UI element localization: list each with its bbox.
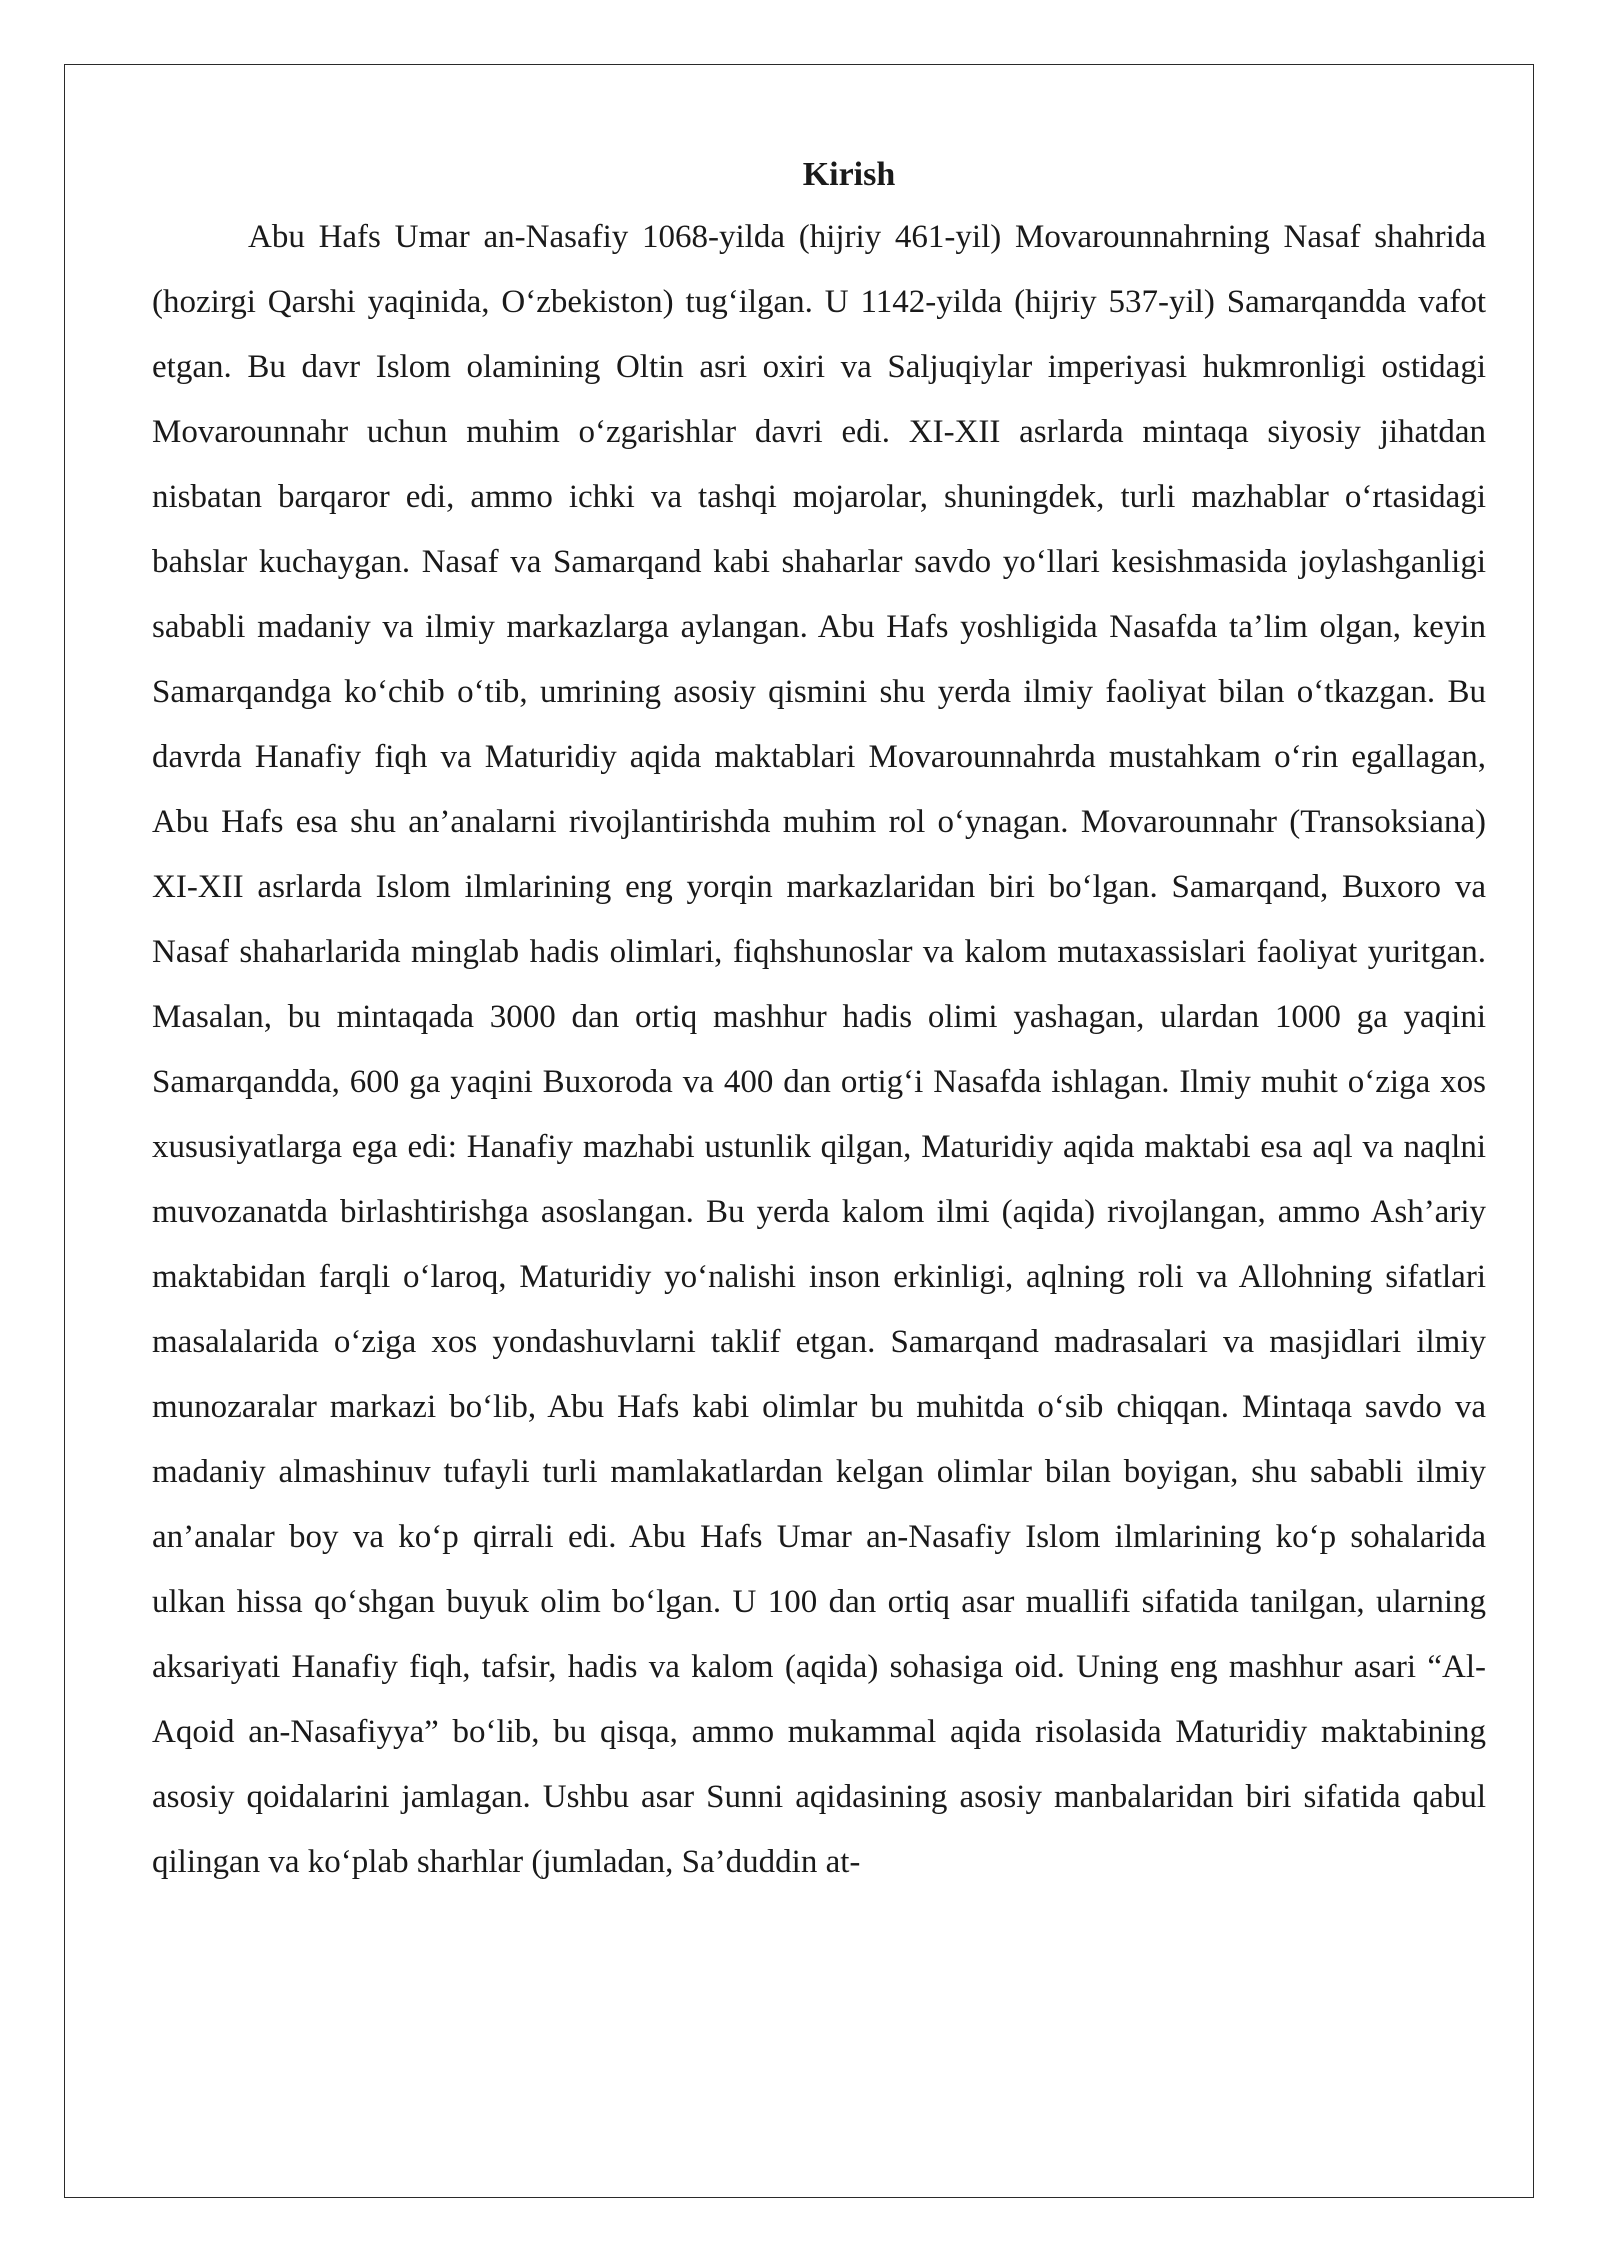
- document-heading: Kirish: [802, 156, 896, 193]
- document-body: [152, 145, 1486, 1895]
- document-paragraph: Abu Hafs Umar an-Nasafiy 1068-yilda (hijriy 461-yil) Movarounnahrning Nasaf shahrida (hozirgi Qarshi yaqinida, O‘zbekiston) tug‘ilgan. U 1142-yilda (hijriy 537-yil) Samarqandda vafot etgan. Bu davr Islom olamining Oltin asri oxiri va Saljuqiylar imperiyasi hukmronligi ostidagi Movarounnahr uchun muhim o‘zgarishlar davri edi. XI-XII asrlarda mintaqa siyosiy jihatdan nisbatan barqaror edi, ammo ichki va tashqi mojarolar, shuningdek, turli mazhablar o‘rtasidagi bahslar kuchaygan. Nasaf va Samarqand kabi shaharlar savdo yo‘llari kesishmasida joylashganligi sababli madaniy va ilmiy markazlarga aylangan. Abu Hafs yoshligida Nasafda ta’lim olgan, keyin Samarqandga ko‘chib o‘tib, umrining asosiy qismini shu yerda ilmiy faoliyat bilan o‘tkazgan. Bu davrda Hanafiy fiqh va Maturidiy aqida maktablari Movarounnahrda mustahkam o‘rin egallagan, Abu Hafs esa shu an’analarni rivojlantirishda muhim rol o‘ynagan. Movarounnahr (Transoksiana) XI-XII asrlarda Islom ilmlarining eng yorqin markazlaridan biri bo‘lgan. Samarqand, Buxoro va Nasaf shaharlarida minglab hadis olimlari, fiqhshunoslar va kalom mutaxassislari faoliyat yuritgan. Masalan, bu mintaqada 3000 dan ortiq mashhur hadis olimi yashagan, ulardan 1000 ga yaqini Samarqandda, 600 ga yaqini Buxoroda va 400 dan ortig‘i Nasafda ishlagan. Ilmiy muhit o‘ziga xos xususiyatlarga ega edi: Hanafiy mazhabi ustunlik qilgan, Maturidiy aqida maktabi esa aql va naqlni muvozanatda birlashtirishga asoslangan. Bu yerda kalom ilmi (aqida) rivojlangan, ammo Ash’ariy maktabidan farqli o‘laroq, Maturidiy yo‘nalishi inson erkinligi, aqlning roli va Allohning sifatlari masalalarida o‘ziga xos yondashuvlarni taklif etgan. Samarqand madrasalari va masjidlari ilmiy munozaralar markazi bo‘lib, Abu Hafs kabi olimlar bu muhitda o‘sib chiqqan. Mintaqa savdo va madaniy almashinuv tufayli turli mamlakatlardan kelgan olimlar bilan boyigan, shu sababli ilmiy an’analar boy va ko‘p qirrali edi. Abu Hafs Umar an-Nasafiy Islom ilmlarining ko‘p sohalarida ulkan hissa qo‘shgan buyuk olim bo‘lgan. U 100 dan ortiq asar muallifi sifatida tanilgan, ularning aksariyati Hanafiy fiqh, tafsir, hadis va kalom (aqida) sohasiga oid. Uning eng mashhur asari “Al-Aqoid an-Nasafiyya” bo‘lib, bu qisqa, ammo mukammal aqida risolasida Maturidiy maktabining asosiy qoidalarini jamlagan. Ushbu asar Sunni aqidasining asosiy manbalaridan biri sifatida qabul qilingan va ko‘plab sharhlar (jumladan, Sa’duddin at-: [152, 219, 1486, 1880]
